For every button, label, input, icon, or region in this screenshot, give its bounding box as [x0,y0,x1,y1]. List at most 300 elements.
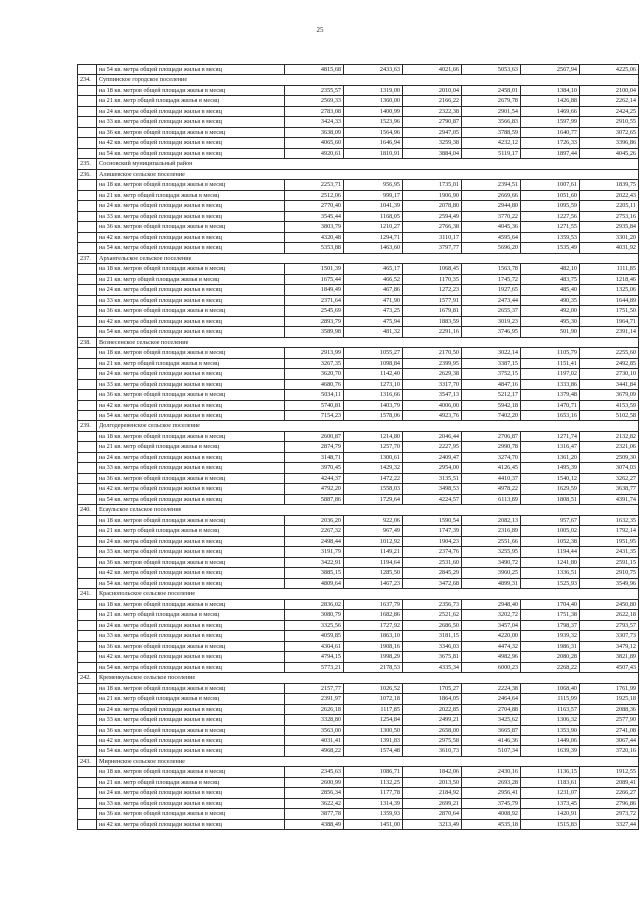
value-cell: 2591,15 [580,557,639,567]
value-cell: 2088,36 [580,704,639,714]
table-row [78,736,639,746]
value-cell: 4920,61 [285,148,344,158]
row-number-cell [78,316,97,326]
value-cell: 2600,99 [285,777,344,787]
value-cell: 1294,71 [344,232,403,242]
value-cell: 1705,27 [403,683,462,693]
value-cell: 1151,41 [521,358,580,368]
table-row [78,348,639,358]
value-cell: 2010,04 [403,85,462,95]
value-cell: 1163,57 [521,704,580,714]
value-cell: 3301,20 [580,232,639,242]
table-row [78,777,639,787]
value-cell: 3259,38 [403,138,462,148]
row-number-cell [78,410,97,420]
row-number-cell [78,536,97,546]
value-cell: 2990,78 [462,442,521,452]
value-cell: 1577,91 [403,295,462,305]
row-number-cell [78,232,97,242]
value-cell: 2391,14 [580,327,639,337]
section-number: 235. [78,159,97,169]
value-cell: 1747,39 [403,526,462,536]
value-cell: 3498,53 [403,484,462,494]
table-row [78,264,639,274]
table-row [78,683,639,693]
value-cell: 2267,32 [285,526,344,536]
value-cell: 1273,10 [344,379,403,389]
value-cell: 4507,43 [580,662,639,672]
table-row [78,295,639,305]
table-row [78,190,639,200]
value-cell: 2686,50 [403,620,462,630]
row-label: на 54 кв. метра общей площади жилья в месяц [97,578,285,588]
value-cell: 1333,86 [521,379,580,389]
value-cell: 3424,33 [285,117,344,127]
table-row [78,515,639,525]
value-cell: 2013,50 [403,777,462,787]
value-cell: 471,90 [344,295,403,305]
value-cell: 481,32 [344,327,403,337]
value-cell: 1400,99 [344,106,403,116]
value-cell: 1590,54 [403,515,462,525]
value-cell: 3884,04 [403,148,462,158]
value-cell: 1384,10 [521,85,580,95]
row-label: на 54 кв. метра общей площади жилья в месяц [97,662,285,672]
row-number-cell [78,327,97,337]
row-number-cell [78,809,97,819]
value-cell: 2622,18 [580,610,639,620]
section-header-row [78,756,639,766]
value-cell: 1241,80 [521,557,580,567]
table-row [78,526,639,536]
value-cell: 2975,58 [403,736,462,746]
value-cell: 4794,15 [285,652,344,662]
row-number-cell [78,106,97,116]
row-number-cell [78,599,97,609]
value-cell: 2089,41 [580,777,639,787]
row-label: на 54 кв. метра общей площади жилья в месяц [97,410,285,420]
value-cell: 1501,39 [285,264,344,274]
value-cell: 4595,64 [462,232,521,242]
value-cell: 1679,81 [403,306,462,316]
value-cell: 2679,78 [462,96,521,106]
row-number-cell [78,547,97,557]
row-label: на 36 кв. метров общей площади жилья в месяц [97,222,285,232]
value-cell: 5212,17 [462,390,521,400]
section-header-row [78,673,639,683]
value-cell: 2184,92 [403,788,462,798]
value-cell: 467,86 [344,285,403,295]
value-cell: 3803,79 [285,222,344,232]
row-number-cell [78,610,97,620]
value-cell: 1314,39 [344,798,403,808]
value-cell: 3262,27 [580,473,639,483]
value-cell: 3255,95 [462,547,521,557]
value-cell: 483,75 [521,274,580,284]
value-cell: 5034,11 [285,390,344,400]
value-cell: 2080,28 [521,652,580,662]
row-number-cell [78,662,97,672]
row-number-cell [78,515,97,525]
table-row [78,285,639,295]
value-cell: 1883,59 [403,316,462,326]
value-cell: 3148,71 [285,452,344,462]
value-cell: 2316,89 [462,526,521,536]
value-cell: 3110,17 [403,232,462,242]
value-cell: 2082,13 [462,515,521,525]
row-label: на 54 кв. метра общей площади жилья в месяц [97,148,285,158]
section-number: 234. [78,75,97,85]
value-cell: 2577,90 [580,715,639,725]
value-cell: 3479,12 [580,641,639,651]
value-cell: 2948,40 [462,599,521,609]
value-cell: 2766,38 [403,222,462,232]
value-cell: 1132,25 [344,777,403,787]
value-cell: 1597,99 [521,117,580,127]
value-cell: 1629,59 [521,484,580,494]
table-row [78,610,639,620]
value-cell: 1745,72 [462,274,521,284]
table-row [78,536,639,546]
value-cell: 3317,70 [403,379,462,389]
table-row [78,484,639,494]
row-number-cell [78,798,97,808]
value-cell: 3328,80 [285,715,344,725]
value-cell: 1072,18 [344,694,403,704]
value-cell: 2022,43 [580,190,639,200]
value-cell: 4021,66 [403,65,462,75]
value-cell: 485,40 [521,285,580,295]
value-cell: 2600,87 [285,431,344,441]
value-cell: 2356,73 [403,599,462,609]
value-cell: 1218,46 [580,274,639,284]
value-cell: 2205,11 [580,201,639,211]
row-label: на 36 кв. метров общей площади жилья в месяц [97,306,285,316]
value-cell: 4899,31 [462,578,521,588]
value-cell: 3267,35 [285,358,344,368]
table-row [78,117,639,127]
value-cell: 1578,06 [344,410,403,420]
value-cell: 2430,16 [462,767,521,777]
value-cell: 1682,86 [344,610,403,620]
row-number-cell [78,390,97,400]
value-cell: 1068,45 [403,264,462,274]
table-row [78,704,639,714]
value-cell: 1007,61 [521,180,580,190]
value-cell: 2291,16 [403,327,462,337]
value-cell: 1142,40 [344,369,403,379]
value-cell: 2268,22 [521,662,580,672]
value-cell: 1194,44 [521,547,580,557]
value-cell: 1429,32 [344,463,403,473]
table-row [78,652,639,662]
value-cell: 3638,77 [580,484,639,494]
value-cell: 4244,37 [285,473,344,483]
value-cell: 1105,79 [521,348,580,358]
value-cell: 1906,90 [403,190,462,200]
row-number-cell [78,138,97,148]
section-title: Вознесенское сельское поселение [97,337,639,347]
table-row [78,65,639,75]
value-cell: 2704,88 [462,704,521,714]
row-number-cell [78,295,97,305]
row-number-cell [78,180,97,190]
value-cell: 482,10 [521,264,580,274]
value-cell: 4335,34 [403,662,462,672]
value-cell: 1563,78 [462,264,521,274]
table-row [78,127,639,137]
row-number-cell [78,736,97,746]
value-cell: 1359,93 [344,809,403,819]
value-cell: 2594,49 [403,211,462,221]
value-cell: 4059,85 [285,631,344,641]
value-cell: 1177,78 [344,788,403,798]
value-cell: 1210,27 [344,222,403,232]
row-number-cell [78,306,97,316]
row-label: на 54 кв. метра общей площади жилья в месяц [97,746,285,756]
value-cell: 956,95 [344,180,403,190]
row-number-cell [78,463,97,473]
value-cell: 4031,41 [285,736,344,746]
value-cell: 1391,83 [344,736,403,746]
value-cell: 475,94 [344,316,403,326]
value-cell: 4065,60 [285,138,344,148]
value-cell: 4232,12 [462,138,521,148]
value-cell: 1373,45 [521,798,580,808]
value-cell: 2355,57 [285,85,344,95]
value-cell: 1653,16 [521,410,580,420]
value-cell: 1908,16 [344,641,403,651]
value-cell: 2464,64 [462,694,521,704]
row-number-cell [78,400,97,410]
value-cell: 1041,39 [344,201,403,211]
row-number-cell [78,819,97,829]
value-cell: 3346,03 [403,641,462,651]
value-cell: 1467,23 [344,578,403,588]
value-cell: 3019,23 [462,316,521,326]
value-cell: 2783,08 [285,106,344,116]
table-row [78,494,639,504]
value-cell: 1495,39 [521,463,580,473]
row-number-cell [78,285,97,295]
section-header-row [78,421,639,431]
value-cell: 2498,44 [285,536,344,546]
value-cell: 5102,58 [580,410,639,420]
value-cell: 1117,85 [344,704,403,714]
value-cell: 3472,68 [403,578,462,588]
value-cell: 3325,56 [285,620,344,630]
table-row [78,390,639,400]
value-cell: 5942,18 [462,400,521,410]
row-label: на 24 кв. метра общей площади жилья в месяц [97,620,285,630]
value-cell: 2629,38 [403,369,462,379]
value-cell: 3274,70 [462,452,521,462]
value-cell: 2913,99 [285,348,344,358]
value-cell: 1849,49 [285,285,344,295]
value-cell: 492,00 [521,306,580,316]
value-cell: 2693,28 [462,777,521,787]
row-number-cell [78,484,97,494]
value-cell: 4146,36 [462,736,521,746]
row-label: на 42 кв. метра общей площади жилья в месяц [97,736,285,746]
value-cell: 2399,95 [403,358,462,368]
value-cell: 5353,88 [285,243,344,253]
table-row [78,201,639,211]
value-cell: 2521,62 [403,610,462,620]
value-cell: 1751,50 [580,306,639,316]
value-cell: 3396,86 [580,138,639,148]
section-title: Сосновский муниципальный район [97,159,639,169]
row-label: на 54 кв. метра общей площади жилья в месяц [97,327,285,337]
value-cell: 495,30 [521,316,580,326]
row-label: на 33 кв. метра общей площади жилья в месяц [97,211,285,221]
section-number: 241. [78,589,97,599]
table-row [78,148,639,158]
value-cell: 3022,14 [462,348,521,358]
value-cell: 3960,25 [462,568,521,578]
value-cell: 2132,82 [580,431,639,441]
value-cell: 3441,84 [580,379,639,389]
row-label: на 21 кв. метр общей площади жилья в месяц [97,358,285,368]
value-cell: 5887,86 [285,494,344,504]
value-cell: 2424,25 [580,106,639,116]
row-label: на 54 кв. метра общей площади жилья в месяц [97,65,285,75]
table-row [78,819,639,829]
table-row [78,358,639,368]
value-cell: 3679,09 [580,390,639,400]
row-number-cell [78,85,97,95]
value-cell: 2253,71 [285,180,344,190]
value-cell: 3545,44 [285,211,344,221]
row-number-cell [78,274,97,284]
value-cell: 2100,04 [580,85,639,95]
row-label: на 36 кв. метров общей площади жилья в месяц [97,557,285,567]
value-cell: 4391,74 [580,494,639,504]
table-row [78,106,639,116]
row-label: на 18 кв. метров общей площади жилья в месяц [97,599,285,609]
row-label: на 36 кв. метров общей площади жилья в месяц [97,127,285,137]
value-cell: 1864,05 [403,694,462,704]
section-title: Есаульское сельское поселение [97,505,639,515]
value-cell: 2947,05 [403,127,462,137]
value-cell: 4045,26 [580,148,639,158]
row-number-cell [78,148,97,158]
value-cell: 465,17 [344,264,403,274]
section-number: 238. [78,337,97,347]
value-cell: 1564,96 [344,127,403,137]
value-cell: 4388,49 [285,819,344,829]
value-cell: 3387,15 [462,358,521,368]
value-cell: 2391,97 [285,694,344,704]
value-cell: 3425,62 [462,715,521,725]
value-cell: 4978,22 [462,484,521,494]
value-cell: 1463,60 [344,243,403,253]
value-cell: 3797,77 [403,243,462,253]
value-cell: 1420,91 [521,809,580,819]
row-number-cell [78,431,97,441]
value-cell: 2321,06 [580,442,639,452]
value-cell: 1863,10 [344,631,403,641]
value-cell: 2409,47 [403,452,462,462]
value-cell: 2741,08 [580,725,639,735]
row-label: на 54 кв. метра общей площади жилья в месяц [97,243,285,253]
value-cell: 1068,40 [521,683,580,693]
row-label: на 18 кв. метров общей площади жилья в месяц [97,767,285,777]
value-cell: 1632,35 [580,515,639,525]
row-number-cell [78,746,97,756]
table-row [78,379,639,389]
value-cell: 1168,05 [344,211,403,221]
row-number-cell [78,190,97,200]
table-row [78,410,639,420]
value-cell: 1523,96 [344,117,403,127]
section-header-row [78,505,639,515]
value-cell: 2531,60 [403,557,462,567]
section-number: 236. [78,169,97,179]
value-cell: 1336,51 [521,568,580,578]
value-cell: 4792,20 [285,484,344,494]
value-cell: 2567,94 [521,65,580,75]
row-number-cell [78,683,97,693]
value-cell: 6000,23 [462,662,521,672]
row-number-cell [78,715,97,725]
value-cell: 3202,72 [462,610,521,620]
row-number-cell [78,788,97,798]
value-cell: 5107,34 [462,746,521,756]
value-cell: 1055,27 [344,348,403,358]
value-cell: 1558,03 [344,484,403,494]
section-number: 243. [78,756,97,766]
value-cell: 1675,44 [285,274,344,284]
row-number-cell [78,358,97,368]
table-row [78,641,639,651]
section-title: Долгодеревенское сельское поселение [97,421,639,431]
value-cell: 3080,79 [285,610,344,620]
value-cell: 2178,53 [344,662,403,672]
value-cell: 4224,57 [403,494,462,504]
value-cell: 2910,55 [580,117,639,127]
value-cell: 1951,95 [580,536,639,546]
row-label: на 33 кв. метра общей площади жилья в месяц [97,547,285,557]
value-cell: 3638,09 [285,127,344,137]
section-number: 242. [78,673,97,683]
value-cell: 1227,56 [521,211,580,221]
table-row [78,180,639,190]
value-cell: 4045,36 [462,222,521,232]
table-row [78,662,639,672]
table-row [78,222,639,232]
value-cell: 1194,64 [344,557,403,567]
value-cell: 3620,70 [285,369,344,379]
row-number-cell [78,641,97,651]
value-cell: 1316,47 [521,442,580,452]
row-number-cell [78,652,97,662]
value-cell: 2499,21 [403,715,462,725]
value-cell: 4968,22 [285,746,344,756]
section-title: Суппинское городское поселение [97,75,639,85]
value-cell: 2551,66 [462,536,521,546]
value-cell: 466,52 [344,274,403,284]
value-cell: 3547,13 [403,390,462,400]
value-cell: 2954,00 [403,463,462,473]
row-number-cell [78,767,97,777]
value-cell: 1086,71 [344,767,403,777]
value-cell: 4031,92 [580,243,639,253]
value-cell: 3181,15 [403,631,462,641]
value-cell: 3490,72 [462,557,521,567]
row-number-cell [78,243,97,253]
row-number-cell [78,117,97,127]
